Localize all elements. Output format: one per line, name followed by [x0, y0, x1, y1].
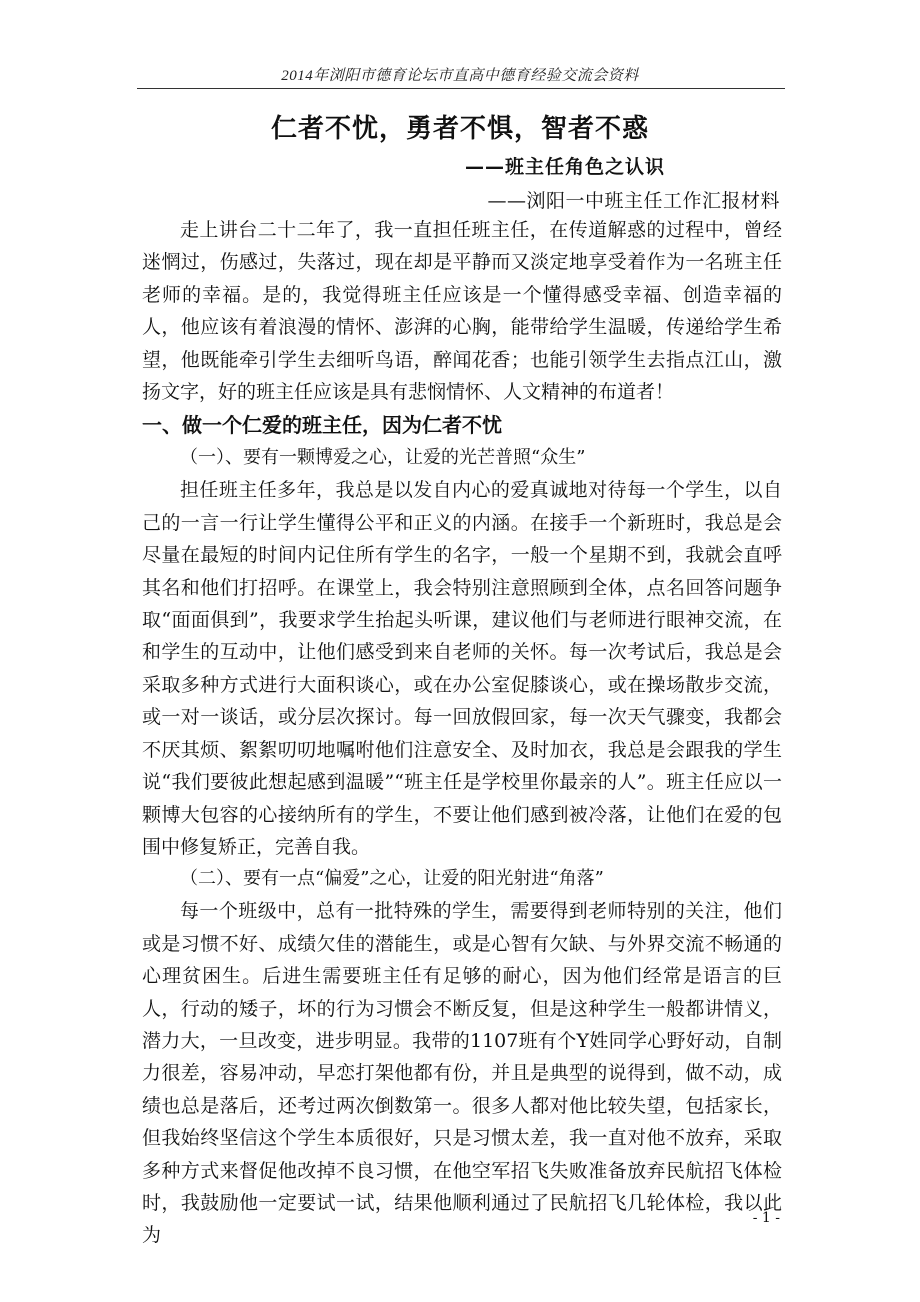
document-subtitle: ——班主任角色之认识 [464, 156, 665, 178]
subsection-heading-1: （一）、要有一颗博爱之心，让爱的光芒普照“众生” [180, 447, 586, 469]
header-divider [137, 88, 785, 89]
document-title: 仁者不忧，勇者不惧，智者不惑 [270, 114, 649, 144]
running-header: 2014年浏阳市德育论坛市直高中德育经验交流会资料 [281, 68, 639, 84]
document-body [142, 214, 782, 1252]
intro-paragraph: 走上讲台二十二年了，我一直担任班主任，在传道解惑的过程中，曾经迷惘过，伤感过，失落过，现在却是平静而又淡定地享受着作为一名班主任老师的幸福。是的，我觉得班主任应该是一个懂得感受幸福、创造幸福的人，他应该有着浪漫的情怀、澎湃的心胸，能带给学生温暖，传递给学生希望，他既能牵引学生去细听鸟语，醉闻花香；也能引领学生去指点江山，激扬文字，好的班主任应该是具有悲悯情怀、人文精神的布道者！ [142, 219, 782, 404]
section-heading: 一、做一个仁爱的班主任，因为仁者不忧 [142, 413, 502, 438]
page-number: - 1 - [752, 1210, 780, 1226]
body-paragraph-1: 担任班主任多年，我总是以发自内心的爱真诚地对待每一个学生，以自己的一言一行让学生懂得公平和正义的内涵。在接手一个新班时，我总是会尽量在最短的时间内记住所有学生的名字，一般一个星期不到，我就会直呼其名和他们打招呼。在课堂上，我会特别注意照顾到全体，点名回答问题争取“面面俱到”，我要求学生抬起头听课，建议他们与老师进行眼神交流，在和学生的互动中，让他们感受到来自老师的关怀。每一次考试后，我总是会采取多种方式进行大面积谈心，或在办公室促膝谈心，或在操场散步交流，或一对一谈话，或分层次探讨。每一回放假回家，每一次天气骤变，我都会不厌其烦、絮絮叨叨地嘱咐他们注意安全、及时加衣，我总是会跟我的学生说“我们要彼此想起感到温暖”“班主任是学校里你最亲的人”。班主任应以一颗博大包容的心接纳所有的学生，不要让他们感到被冷落，让他们在爱的包围中修复矫正，完善自我。 [142, 479, 782, 858]
document-byline: ——浏阳一中班主任工作汇报材料 [487, 190, 780, 212]
body-paragraph-2: 每一个班级中，总有一批特殊的学生，需要得到老师特别的关注，他们或是习惯不好、成绩欠佳的潜能生，或是心智有欠缺、与外界交流不畅通的心理贫困生。后进生需要班主任有足够的耐心，因为他们经常是语言的巨人，行动的矮子，坏的行为习惯会不断反复，但是这种学生一般都讲情义，潜力大，一旦改变，进步明显。我带的1107班有个Y姓同学心野好动，自制力很差，容易冲动，早恋打架他都有份，并且是典型的说得到，做不动，成绩也总是落后，还考过两次倒数第一。很多人都对他比较失望，包括家长，但我始终坚信这个学生本质很好，只是习惯太差，我一直对他不放弃，采取多种方式来督促他改掉不良习惯，在他空军招飞失败准备放弃民航招飞体检时，我鼓励他一定要试一试，结果他顺利通过了民航招飞几轮体检，我以此为 [142, 900, 782, 1247]
subsection-heading-2: （二）、要有一点“偏爱”之心，让爱的阳光射进“角落” [180, 868, 604, 890]
